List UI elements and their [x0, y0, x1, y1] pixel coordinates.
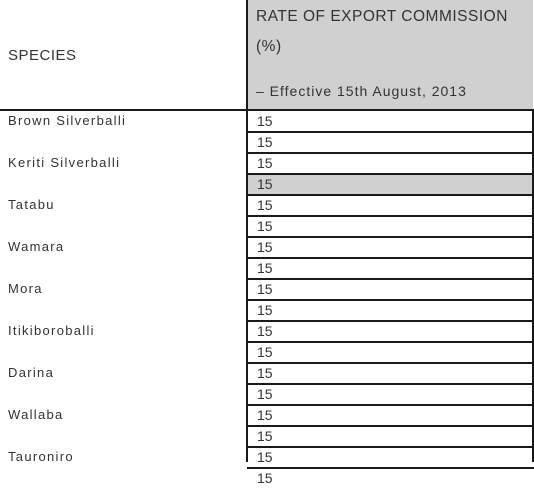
rate-column-header [247, 0, 533, 110]
species-header-label: SPECIES [8, 46, 77, 64]
species-label: Wallaba [8, 407, 64, 422]
row-rule [247, 152, 534, 154]
row-rule [247, 383, 534, 385]
row-rule [247, 467, 534, 469]
rate-cell: 15 [257, 239, 273, 255]
effective-date-label: – Effective 15th August, 2013 [256, 83, 467, 99]
species-label: Wamara [8, 239, 65, 254]
rate-cell: 15 [257, 344, 273, 360]
species-label: Tatabu [8, 197, 55, 212]
rate-cell: 15 [257, 134, 273, 150]
row-rule [247, 446, 534, 448]
row-rule [247, 173, 534, 175]
row-rule [247, 131, 534, 133]
row-rule [247, 404, 534, 406]
rate-cell: 15 [257, 449, 273, 465]
rate-cell: 15 [257, 428, 273, 444]
row-rule [247, 236, 534, 238]
rate-cell: 15 [257, 323, 273, 339]
species-label: Itikiboroballi [8, 323, 95, 338]
species-label: Brown Silverballi [8, 113, 127, 128]
rate-cell: 15 [257, 386, 273, 402]
species-column-header [0, 0, 246, 110]
rate-header-title: RATE OF EXPORT COMMISSION (%) [256, 8, 508, 55]
species-label: Tauroniro [8, 449, 74, 464]
row-rule [247, 362, 534, 364]
species-label: Darina [8, 365, 55, 380]
rate-cell: 15 [257, 155, 273, 171]
rate-cell: 15 [248, 174, 532, 195]
row-rule [247, 299, 534, 301]
row-rule [247, 320, 534, 322]
species-label: Mora [8, 281, 43, 296]
rate-cell: 15 [257, 302, 273, 318]
rate-cell: 15 [257, 365, 273, 381]
row-rule [247, 341, 534, 343]
species-label: Keriti Silverballi [8, 155, 121, 170]
rate-cell: 15 [257, 113, 273, 129]
rate-cell: 15 [257, 218, 273, 234]
row-rule [247, 425, 534, 427]
row-rule [247, 215, 534, 217]
rate-cell: 15 [257, 281, 273, 297]
row-rule [247, 194, 534, 196]
rate-cell: 15 [257, 197, 273, 213]
row-rule [247, 257, 534, 259]
rate-cell: 15 [257, 470, 273, 486]
rate-cell: 15 [257, 407, 273, 423]
rate-cell: 15 [257, 260, 273, 276]
row-rule [247, 278, 534, 280]
